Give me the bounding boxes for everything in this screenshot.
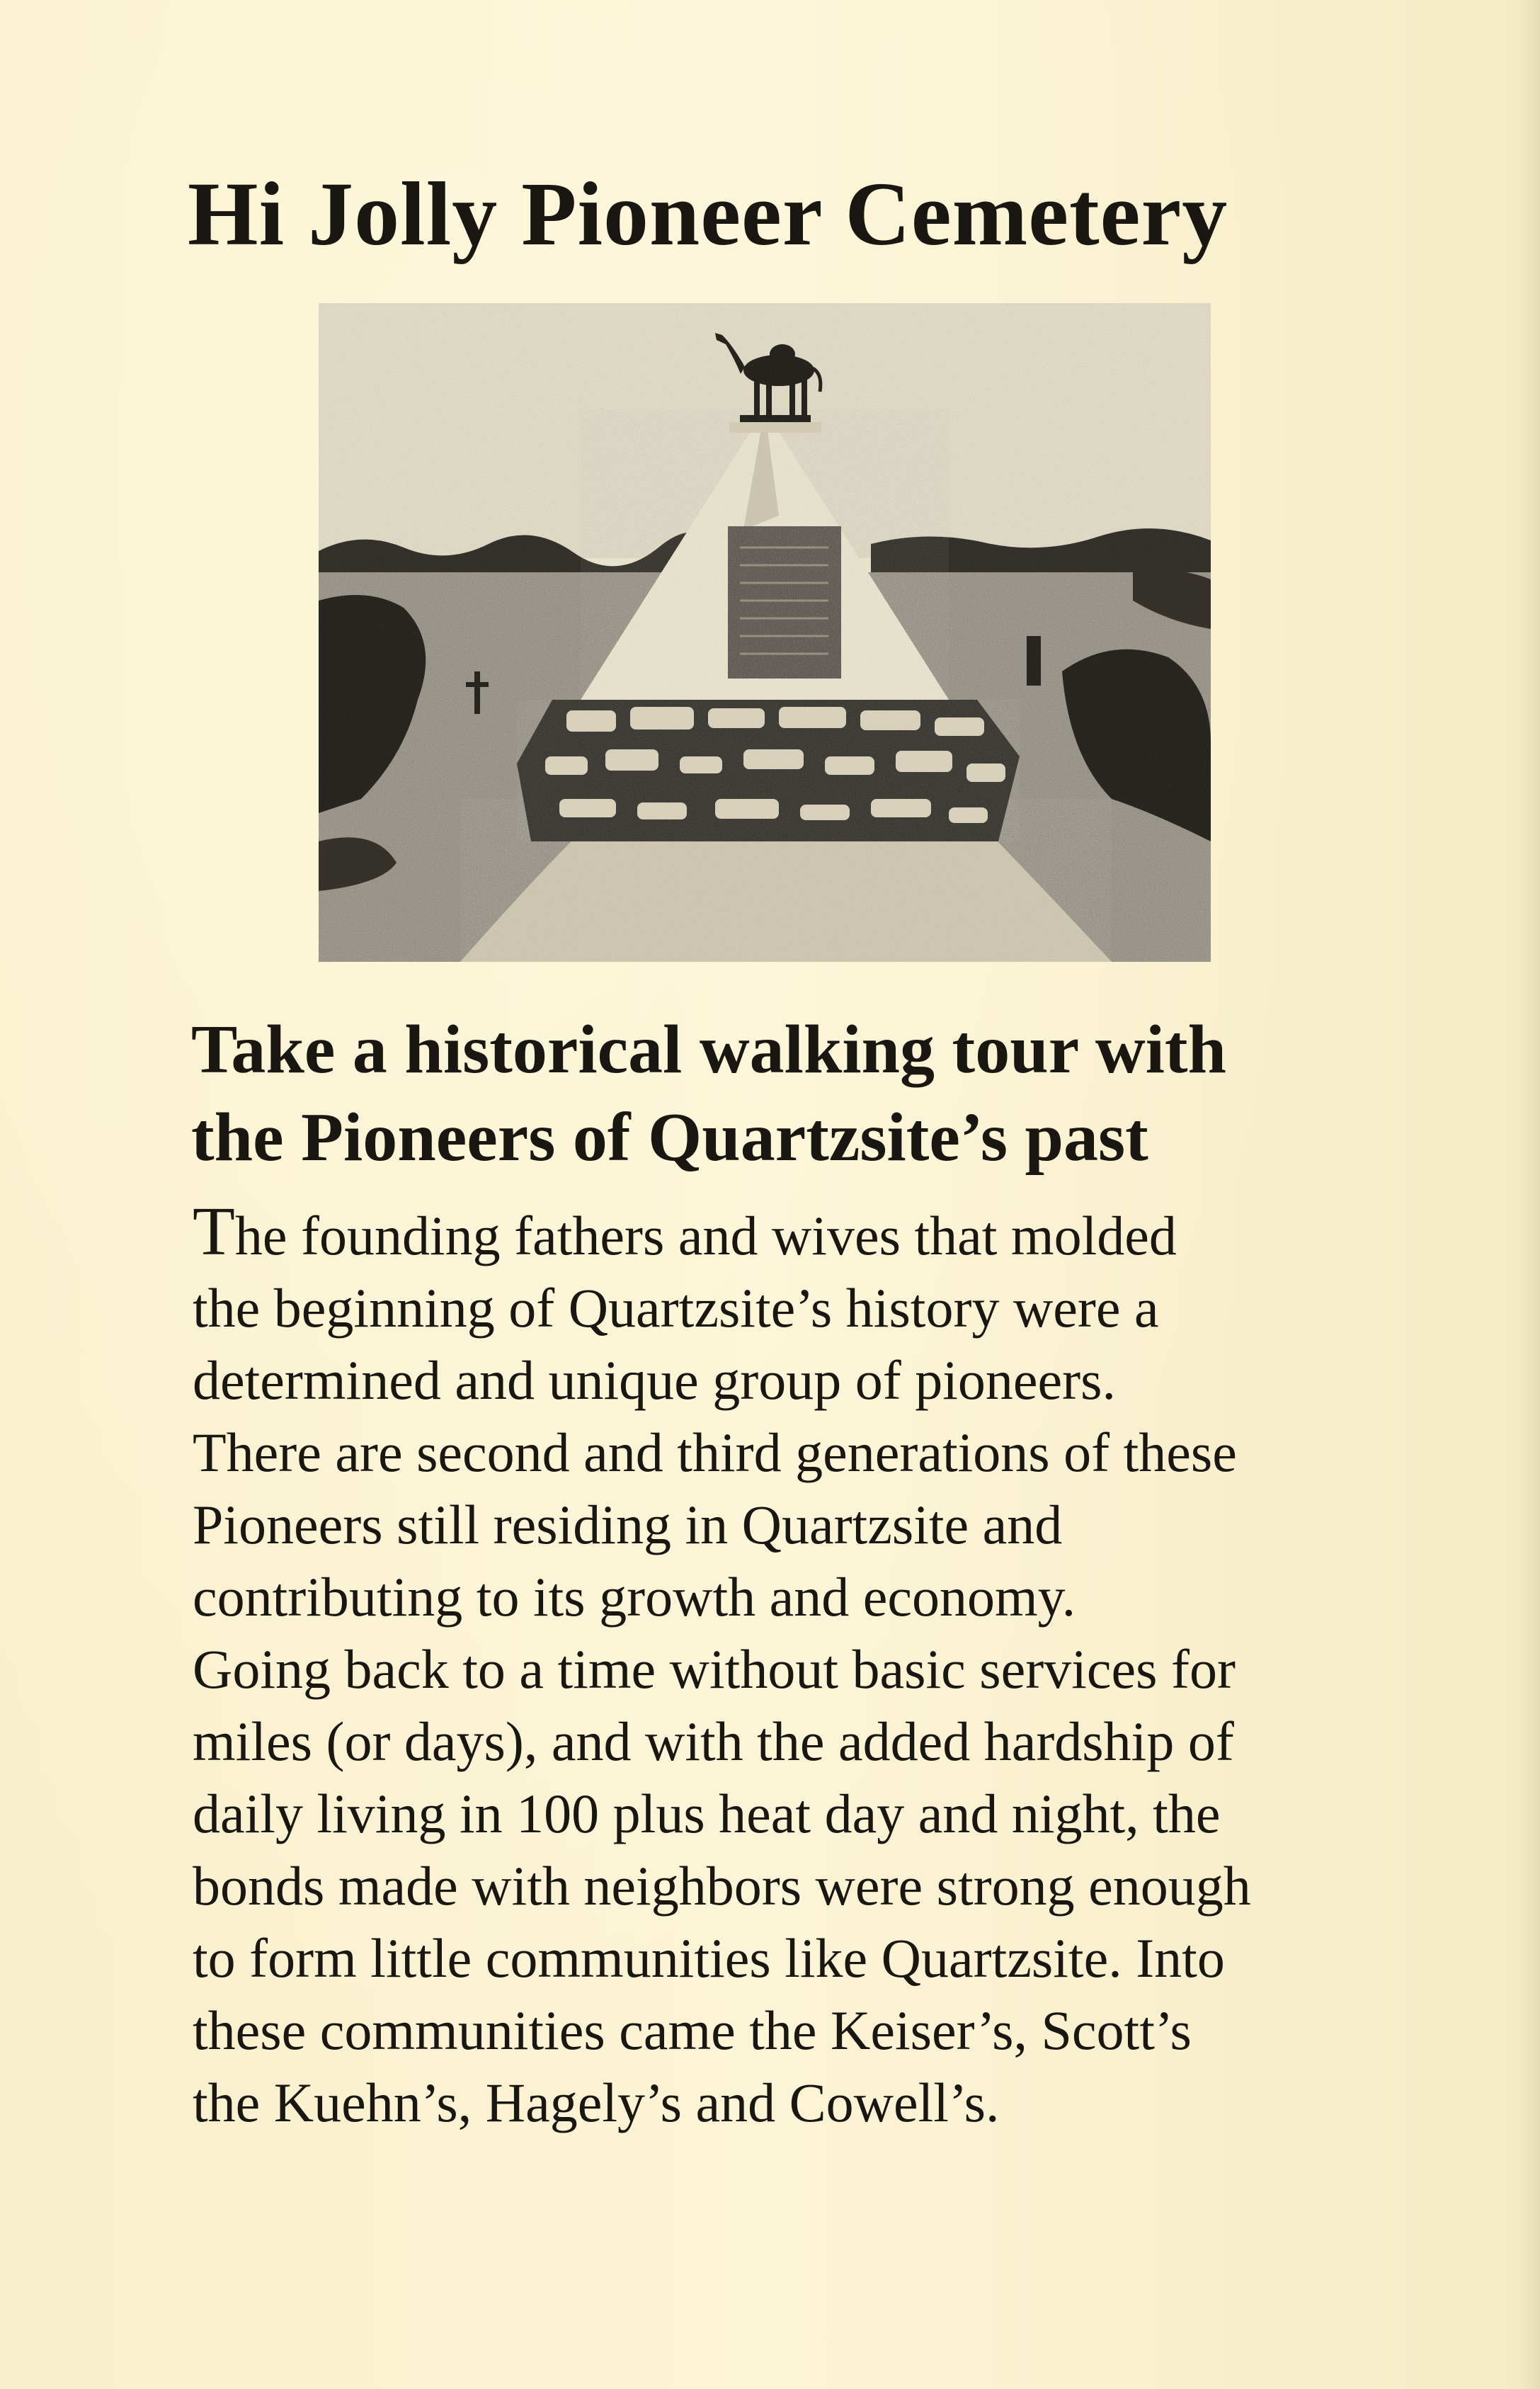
monument-photo bbox=[319, 303, 1211, 962]
paragraph-line: There are second and third generations of these bbox=[193, 1422, 1237, 1483]
monument-photo-drawing bbox=[319, 303, 1211, 962]
paragraph-line: Pioneers still residing in Quartzsite and bbox=[193, 1494, 1063, 1555]
page-edge-shadow bbox=[1519, 0, 1540, 2389]
subtitle-line: Take a historical walking tour with bbox=[191, 1011, 1227, 1088]
page-title: Hi Jolly Pioneer Cemetery bbox=[188, 164, 1228, 264]
paragraph-line: bonds made with neighbors were strong enough bbox=[193, 1855, 1251, 1917]
paragraph-line: miles (or days), and with the added hardship of bbox=[193, 1710, 1234, 1772]
paragraph-line-text: he founding fathers and wives that molded bbox=[234, 1205, 1177, 1266]
paragraph-line: determined and unique group of pioneers. bbox=[193, 1349, 1116, 1411]
paragraph-line bbox=[193, 1193, 1425, 1272]
paragraph-line: the beginning of Quartzsite’s history were a bbox=[193, 1277, 1159, 1339]
tour-subtitle bbox=[191, 1006, 1409, 1181]
history-paragraph bbox=[193, 1193, 1425, 2139]
paragraph-line: Going back to a time without basic services for bbox=[193, 1638, 1236, 1700]
paragraph-line: these communities came the Keiser’s, Scott’s bbox=[193, 1999, 1192, 2061]
paragraph-line: to form little communities like Quartzsite. Into bbox=[193, 1927, 1225, 1989]
subtitle-line: the Pioneers of Quartzsite’s past bbox=[191, 1099, 1148, 1176]
drop-cap: T bbox=[193, 1193, 235, 1270]
paragraph-line: contributing to its growth and economy. bbox=[193, 1566, 1076, 1628]
paragraph-line: daily living in 100 plus heat day and night, the bbox=[193, 1783, 1221, 1844]
paragraph-line: the Kuehn’s, Hagely’s and Cowell’s. bbox=[193, 2072, 1000, 2133]
